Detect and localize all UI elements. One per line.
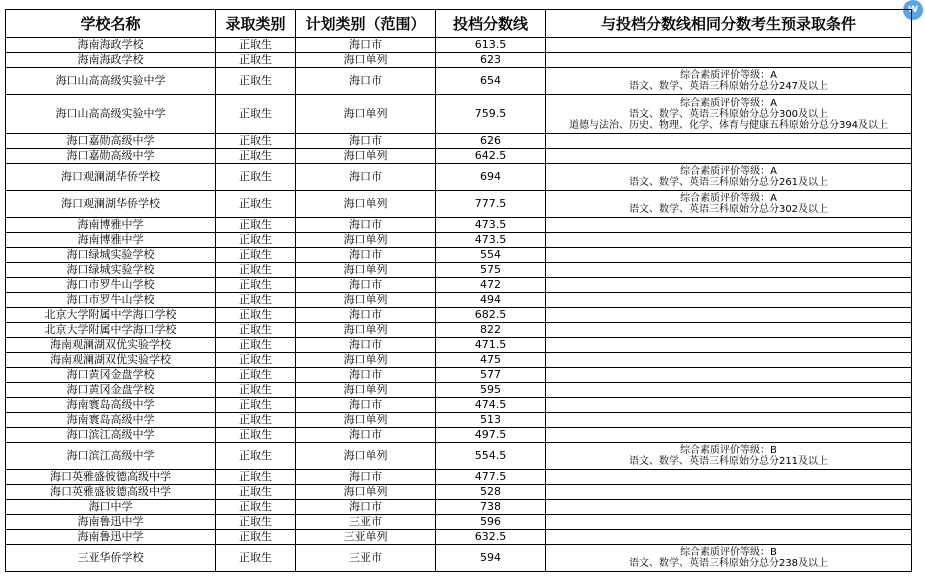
table-row xyxy=(6,53,912,68)
admission-table-sheet xyxy=(5,9,912,572)
cell-plan: 海口市 xyxy=(296,338,436,353)
cell-type: 正取生 xyxy=(216,233,296,248)
cell-conditions xyxy=(546,38,912,53)
table-row xyxy=(6,383,912,398)
cell-type: 正取生 xyxy=(216,443,296,470)
cell-school: 海口观澜湖华侨学校 xyxy=(6,191,216,218)
header-type: 录取类别 xyxy=(216,10,296,38)
cell-score: 595 xyxy=(436,383,546,398)
cell-school: 海口嘉勋高级中学 xyxy=(6,134,216,149)
table-row xyxy=(6,353,912,368)
cell-conditions xyxy=(546,530,912,545)
cell-school: 海南博雅中学 xyxy=(6,233,216,248)
table-row xyxy=(6,485,912,500)
cell-school: 海南海政学校 xyxy=(6,38,216,53)
cell-plan: 海口市 xyxy=(296,134,436,149)
cell-school: 海南观澜湖双优实验学校 xyxy=(6,353,216,368)
table-row xyxy=(6,530,912,545)
table-row xyxy=(6,293,912,308)
table-row xyxy=(6,515,912,530)
cell-school: 海南寰岛高级中学 xyxy=(6,413,216,428)
cell-type: 正取生 xyxy=(216,353,296,368)
cell-conditions xyxy=(546,218,912,233)
cell-score: 528 xyxy=(436,485,546,500)
cell-score: 575 xyxy=(436,263,546,278)
cell-score: 738 xyxy=(436,500,546,515)
cell-plan: 海口市 xyxy=(296,428,436,443)
cell-type: 正取生 xyxy=(216,413,296,428)
cell-conditions xyxy=(546,248,912,263)
cell-score: 554.5 xyxy=(436,443,546,470)
cell-type: 正取生 xyxy=(216,149,296,164)
cell-conditions xyxy=(546,368,912,383)
cell-school: 海口滨江高级中学 xyxy=(6,443,216,470)
cell-type: 正取生 xyxy=(216,53,296,68)
header-score: 投档分数线 xyxy=(436,10,546,38)
cell-type: 正取生 xyxy=(216,293,296,308)
cell-plan: 海口单列 xyxy=(296,485,436,500)
cell-plan: 海口单列 xyxy=(296,263,436,278)
cell-type: 正取生 xyxy=(216,470,296,485)
table-row xyxy=(6,368,912,383)
cell-plan: 海口单列 xyxy=(296,413,436,428)
cell-plan: 海口市 xyxy=(296,164,436,191)
table-row xyxy=(6,278,912,293)
cell-conditions xyxy=(546,545,912,572)
cell-plan: 海口市 xyxy=(296,218,436,233)
cell-plan: 海口市 xyxy=(296,500,436,515)
cell-type: 正取生 xyxy=(216,263,296,278)
cell-conditions xyxy=(546,164,912,191)
cell-school: 海口滨江高级中学 xyxy=(6,428,216,443)
cell-score: 759.5 xyxy=(436,95,546,134)
cell-conditions xyxy=(546,308,912,323)
cell-conditions xyxy=(546,278,912,293)
table-row xyxy=(6,338,912,353)
cell-school: 海口绿城实验学校 xyxy=(6,263,216,278)
cell-type: 正取生 xyxy=(216,95,296,134)
table-row xyxy=(6,149,912,164)
cell-type: 正取生 xyxy=(216,485,296,500)
cell-score: 694 xyxy=(436,164,546,191)
cell-score: 613.5 xyxy=(436,38,546,53)
cell-plan: 海口单列 xyxy=(296,149,436,164)
table-row xyxy=(6,398,912,413)
cell-conditions xyxy=(546,95,912,134)
cell-conditions xyxy=(546,515,912,530)
table-row xyxy=(6,428,912,443)
cell-school: 海口英雅盛彼德高级中学 xyxy=(6,470,216,485)
cell-score: 474.5 xyxy=(436,398,546,413)
cell-score: 626 xyxy=(436,134,546,149)
cell-school: 海南鲁迅中学 xyxy=(6,530,216,545)
cell-plan: 海口市 xyxy=(296,368,436,383)
table-row xyxy=(6,218,912,233)
condition-line: 综合素质评价等级：B xyxy=(680,547,777,558)
cell-plan: 海口单列 xyxy=(296,233,436,248)
cell-plan: 海口单列 xyxy=(296,293,436,308)
cell-conditions xyxy=(546,338,912,353)
cell-type: 正取生 xyxy=(216,383,296,398)
cell-type: 正取生 xyxy=(216,323,296,338)
cell-conditions xyxy=(546,470,912,485)
cell-school: 北京大学附属中学海口学校 xyxy=(6,323,216,338)
cell-score: 623 xyxy=(436,53,546,68)
cell-plan: 海口市 xyxy=(296,248,436,263)
table-header-row xyxy=(6,10,912,38)
header-school: 学校名称 xyxy=(6,10,216,38)
cell-conditions xyxy=(546,68,912,95)
condition-line: 综合素质评价等级：B xyxy=(680,445,777,456)
cell-plan: 海口市 xyxy=(296,278,436,293)
cell-plan: 海口市 xyxy=(296,470,436,485)
header-plan: 计划类别（范围） xyxy=(296,10,436,38)
cell-score: 477.5 xyxy=(436,470,546,485)
cell-type: 正取生 xyxy=(216,338,296,353)
cell-type: 正取生 xyxy=(216,191,296,218)
cell-type: 正取生 xyxy=(216,428,296,443)
cell-school: 海口观澜湖华侨学校 xyxy=(6,164,216,191)
cell-plan: 海口市 xyxy=(296,398,436,413)
cell-type: 正取生 xyxy=(216,368,296,383)
admission-table xyxy=(5,9,912,572)
cell-score: 473.5 xyxy=(436,233,546,248)
cell-plan: 海口单列 xyxy=(296,95,436,134)
cell-school: 海南观澜湖双优实验学校 xyxy=(6,338,216,353)
cell-plan: 海口单列 xyxy=(296,323,436,338)
condition-line: 语文、数学、英语三科原始分总分238及以上 xyxy=(628,558,829,569)
cell-type: 正取生 xyxy=(216,68,296,95)
cell-score: 513 xyxy=(436,413,546,428)
cell-school: 海口山高高级实验中学 xyxy=(6,68,216,95)
condition-line: 语文、数学、英语三科原始分总分247及以上 xyxy=(628,81,829,92)
cell-score: 475 xyxy=(436,353,546,368)
cell-type: 正取生 xyxy=(216,38,296,53)
cell-school: 海南鲁迅中学 xyxy=(6,515,216,530)
cell-plan: 海口单列 xyxy=(296,383,436,398)
table-row xyxy=(6,248,912,263)
cell-type: 正取生 xyxy=(216,515,296,530)
condition-line: 综合素质评价等级：A xyxy=(680,70,777,81)
cell-plan: 三亚市 xyxy=(296,515,436,530)
table-row xyxy=(6,68,912,95)
cell-plan: 三亚单列 xyxy=(296,530,436,545)
cell-conditions xyxy=(546,191,912,218)
cell-conditions xyxy=(546,443,912,470)
table-row xyxy=(6,413,912,428)
cell-type: 正取生 xyxy=(216,218,296,233)
cell-score: 682.5 xyxy=(436,308,546,323)
table-row xyxy=(6,500,912,515)
table-row xyxy=(6,443,912,470)
cell-school: 海南寰岛高级中学 xyxy=(6,398,216,413)
condition-line: 语文、数学、英语三科原始分总分261及以上 xyxy=(628,177,829,188)
cell-school: 海口市罗牛山学校 xyxy=(6,293,216,308)
cell-school: 海南博雅中学 xyxy=(6,218,216,233)
table-row xyxy=(6,95,912,134)
cell-score: 822 xyxy=(436,323,546,338)
cell-score: 777.5 xyxy=(436,191,546,218)
cell-plan: 三亚市 xyxy=(296,545,436,572)
cell-conditions xyxy=(546,293,912,308)
cell-school: 北京大学附属中学海口学校 xyxy=(6,308,216,323)
cell-plan: 海口市 xyxy=(296,68,436,95)
cell-conditions xyxy=(546,263,912,278)
cell-school: 海南海政学校 xyxy=(6,53,216,68)
table-row xyxy=(6,323,912,338)
cell-conditions xyxy=(546,383,912,398)
cell-score: 494 xyxy=(436,293,546,308)
cell-conditions xyxy=(546,353,912,368)
cell-plan: 海口单列 xyxy=(296,53,436,68)
cell-score: 472 xyxy=(436,278,546,293)
cell-school: 海口嘉勋高级中学 xyxy=(6,149,216,164)
cell-conditions xyxy=(546,500,912,515)
table-body xyxy=(6,38,912,572)
cell-score: 577 xyxy=(436,368,546,383)
cell-type: 正取生 xyxy=(216,134,296,149)
cell-type: 正取生 xyxy=(216,398,296,413)
cell-type: 正取生 xyxy=(216,248,296,263)
cell-conditions xyxy=(546,398,912,413)
condition-line: 语文、数学、英语三科原始分总分211及以上 xyxy=(628,456,829,467)
cell-school: 海口山高高级实验中学 xyxy=(6,95,216,134)
condition-line: 综合素质评价等级：A xyxy=(680,97,777,109)
cell-plan: 海口单列 xyxy=(296,191,436,218)
cell-conditions xyxy=(546,485,912,500)
condition-line: 语文、数学、英语三科原始分总分302及以上 xyxy=(628,204,829,215)
cell-school: 海口绿城实验学校 xyxy=(6,248,216,263)
cell-school: 海口市罗牛山学校 xyxy=(6,278,216,293)
cell-conditions xyxy=(546,428,912,443)
cell-school: 三亚华侨学校 xyxy=(6,545,216,572)
condition-line: 综合素质评价等级：A xyxy=(680,166,777,177)
cell-plan: 海口市 xyxy=(296,38,436,53)
table-row xyxy=(6,38,912,53)
cell-conditions xyxy=(546,53,912,68)
condition-line: 语文、数学、英语三科原始分总分300及以上 xyxy=(628,108,829,120)
cell-type: 正取生 xyxy=(216,530,296,545)
cell-school: 海口黄冈金盘学校 xyxy=(6,368,216,383)
cell-plan: 海口单列 xyxy=(296,443,436,470)
condition-line: 综合素质评价等级：A xyxy=(680,193,777,204)
table-row xyxy=(6,308,912,323)
cell-school: 海口英雅盛彼德高级中学 xyxy=(6,485,216,500)
cell-school: 海口黄冈金盘学校 xyxy=(6,383,216,398)
table-row xyxy=(6,545,912,572)
cell-score: 654 xyxy=(436,68,546,95)
cell-conditions xyxy=(546,149,912,164)
condition-line: 道德与法治、历史、物理、化学、体育与健康五科原始分总分394及以上 xyxy=(568,119,889,131)
table-row xyxy=(6,134,912,149)
cell-type: 正取生 xyxy=(216,500,296,515)
cell-score: 594 xyxy=(436,545,546,572)
cell-conditions xyxy=(546,323,912,338)
cell-type: 正取生 xyxy=(216,545,296,572)
cell-conditions xyxy=(546,233,912,248)
table-row xyxy=(6,191,912,218)
table-row xyxy=(6,233,912,248)
cell-score: 596 xyxy=(436,515,546,530)
cell-score: 632.5 xyxy=(436,530,546,545)
cell-conditions xyxy=(546,134,912,149)
cell-plan: 海口市 xyxy=(296,308,436,323)
cell-score: 471.5 xyxy=(436,338,546,353)
cell-school: 海口中学 xyxy=(6,500,216,515)
cell-conditions xyxy=(546,413,912,428)
header-conditions: 与投档分数线相同分数考生预录取条件 xyxy=(546,10,912,38)
app-logo-icon[interactable]: W xyxy=(903,0,923,20)
table-row xyxy=(6,263,912,278)
cell-score: 554 xyxy=(436,248,546,263)
table-row xyxy=(6,470,912,485)
cell-type: 正取生 xyxy=(216,278,296,293)
cell-score: 642.5 xyxy=(436,149,546,164)
cell-type: 正取生 xyxy=(216,164,296,191)
cell-score: 473.5 xyxy=(436,218,546,233)
table-row xyxy=(6,164,912,191)
cell-type: 正取生 xyxy=(216,308,296,323)
cell-score: 497.5 xyxy=(436,428,546,443)
cell-plan: 海口单列 xyxy=(296,353,436,368)
